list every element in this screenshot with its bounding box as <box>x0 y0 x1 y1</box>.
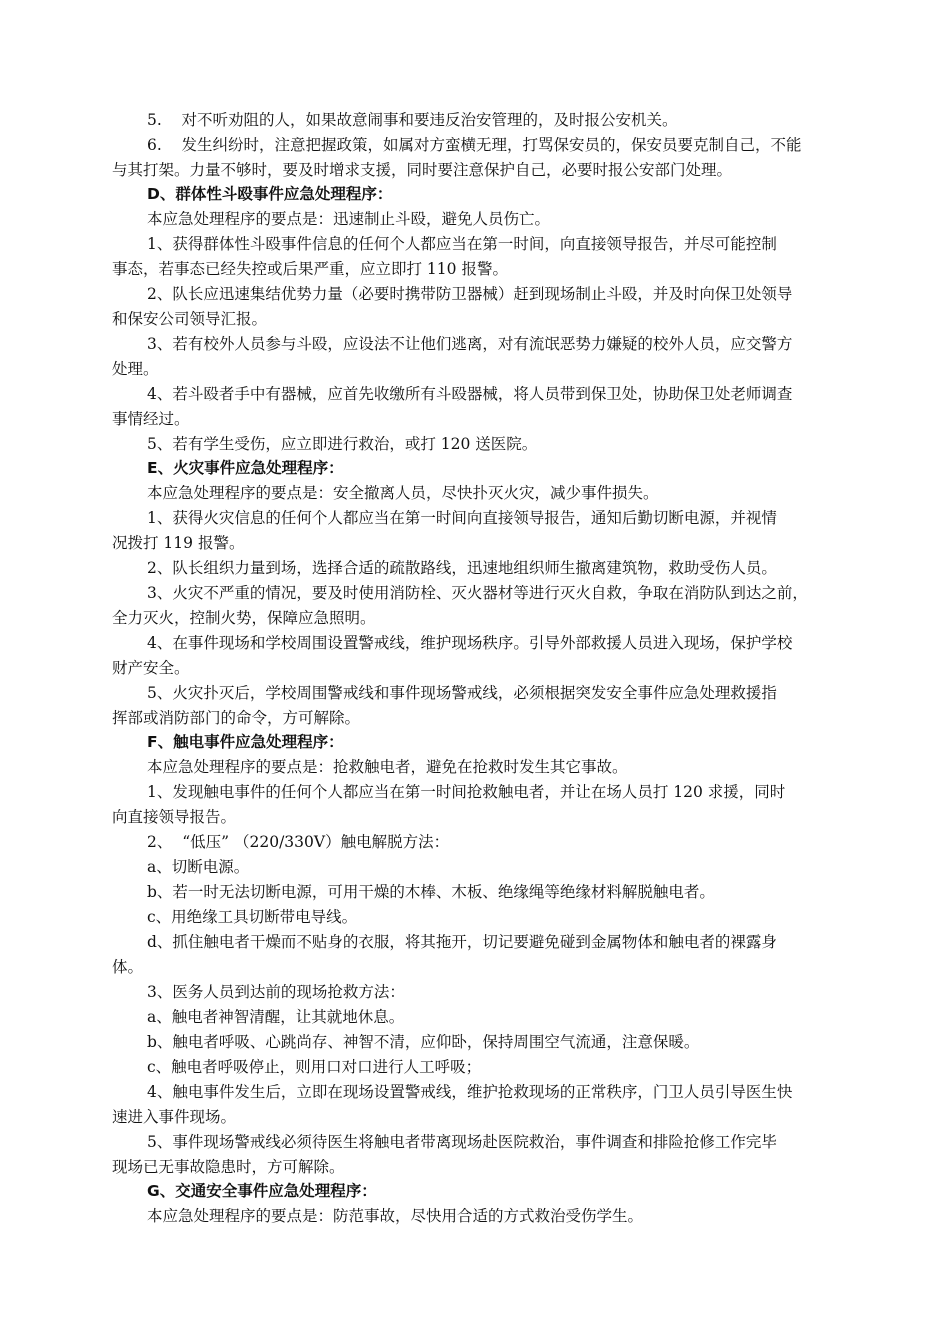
text-line: c、用绝缘工具切断带电导线。 <box>147 908 358 926</box>
text-line: b、若一时无法切断电源，可用干燥的木棒、木板、绝缘绳等绝缘材料解脱触电者。 <box>147 883 715 901</box>
text-line: 5、事件现场警戒线必须待医生将触电者带离现场赴医院救治，事件调查和排险抢修工作完毕 <box>147 1133 777 1151</box>
text-line: 和保安公司领导汇报。 <box>112 310 268 328</box>
text-line: 事情经过。 <box>112 410 190 428</box>
text-line: 2、 “低压” （220/330V）触电解脱方法： <box>147 833 450 851</box>
text-line: 1、获得火灾信息的任何个人都应当在第一时间向直接领导报告，通知后勤切断电源，并视情 <box>147 509 777 527</box>
text-line: 本应急处理程序的要点是：防范事故，尽快用合适的方式救治受伤学生。 <box>147 1207 644 1225</box>
text-line: 5. 对不听劝阻的人，如果故意闹事和要违反治安管理的，及时报公安机关。 <box>147 111 678 129</box>
text-line: 4、在事件现场和学校周围设置警戒线，维护现场秩序。引导外部救援人员进入现场，保护学校 <box>147 634 793 652</box>
text-line: 挥部或消防部门的命令，方可解除。 <box>112 709 361 727</box>
text-line: 3、若有校外人员参与斗殴，应设法不让他们逃离，对有流氓恶势力嫌疑的校外人员，应交警方 <box>147 335 793 353</box>
text-line: 向直接领导报告。 <box>112 808 237 826</box>
text-line: 速进入事件现场。 <box>112 1108 237 1126</box>
text-line: 3、医务人员到达前的现场抢救方法： <box>147 983 405 1001</box>
text-line: 4、若斗殴者手中有器械，应首先收缴所有斗殴器械，将人员带到保卫处，协助保卫处老师调查 <box>147 385 793 403</box>
text-line: 5、火灾扑灭后，学校周围警戒线和事件现场警戒线，必须根据突发安全事件应急处理救援指 <box>147 684 777 702</box>
text-line: c、触电者呼吸停止，则用口对口进行人工呼吸； <box>147 1058 482 1076</box>
text-line: 4、触电事件发生后，立即在现场设置警戒线，维护抢救现场的正常秩序，门卫人员引导医生快 <box>147 1083 793 1101</box>
text-line: 2、队长应迅速集结优势力量（必要时携带防卫器械）赶到现场制止斗殴，并及时向保卫处领导 <box>147 285 793 303</box>
section-heading: E、火灾事件应急处理程序： <box>147 459 344 477</box>
text-line: 全力灭火，控制火势，保障应急照明。 <box>112 609 376 627</box>
text-line: 况拨打 119 报警。 <box>112 534 245 552</box>
section-heading: G、交通安全事件应急处理程序： <box>147 1182 377 1200</box>
text-line: 事态，若事态已经失控或后果严重，应立即打 110 报警。 <box>112 260 508 278</box>
text-line: 2、队长组织力量到场，选择合适的疏散路线，迅速地组织师生撤离建筑物，救助受伤人员。 <box>147 559 777 577</box>
text-line: 1、获得群体性斗殴事件信息的任何个人都应当在第一时间，向直接领导报告，并尽可能控制 <box>147 235 777 253</box>
text-line: 本应急处理程序的要点是：抢救触电者，避免在抢救时发生其它事故。 <box>147 758 628 776</box>
text-line: d、抓住触电者干燥而不贴身的衣服，将其拖开，切记要避免碰到金属物体和触电者的裸露身 <box>147 933 777 951</box>
section-heading: F、触电事件应急处理程序： <box>147 733 344 751</box>
text-line: 6. 发生纠纷时，注意把握政策，如属对方蛮横无理，打骂保安员的，保安员要克制自己，不能 <box>147 136 802 154</box>
text-line: 现场已无事故隐患时，方可解除。 <box>112 1158 345 1176</box>
text-line: 5、若有学生受伤，应立即进行救治，或打 120 送医院。 <box>147 435 538 453</box>
text-line: 本应急处理程序的要点是：安全撤离人员，尽快扑灭火灾，减少事件损失。 <box>147 484 659 502</box>
section-heading: D、群体性斗殴事件应急处理程序： <box>147 185 393 203</box>
text-line: 本应急处理程序的要点是：迅速制止斗殴，避免人员伤亡。 <box>147 210 551 228</box>
text-line: 财产安全。 <box>112 659 190 677</box>
text-line: 3、火灾不严重的情况，要及时使用消防栓、灭火器材等进行灭火自救，争取在消防队到达之前， <box>147 584 808 602</box>
text-line: b、触电者呼吸、心跳尚存、神智不清，应仰卧，保持周围空气流通，注意保暖。 <box>147 1033 700 1051</box>
text-line: a、切断电源。 <box>147 858 250 876</box>
text-line: 体。 <box>112 958 144 976</box>
text-line: a、触电者神智清醒，让其就地休息。 <box>147 1008 405 1026</box>
text-line: 处理。 <box>112 360 159 378</box>
text-line: 与其打架。力量不够时，要及时增求支援，同时要注意保护自己，必要时报公安部门处理。 <box>112 161 733 179</box>
text-line: 1、发现触电事件的任何个人都应当在第一时间抢救触电者，并让在场人员打 120 求援，同时 <box>147 783 786 801</box>
